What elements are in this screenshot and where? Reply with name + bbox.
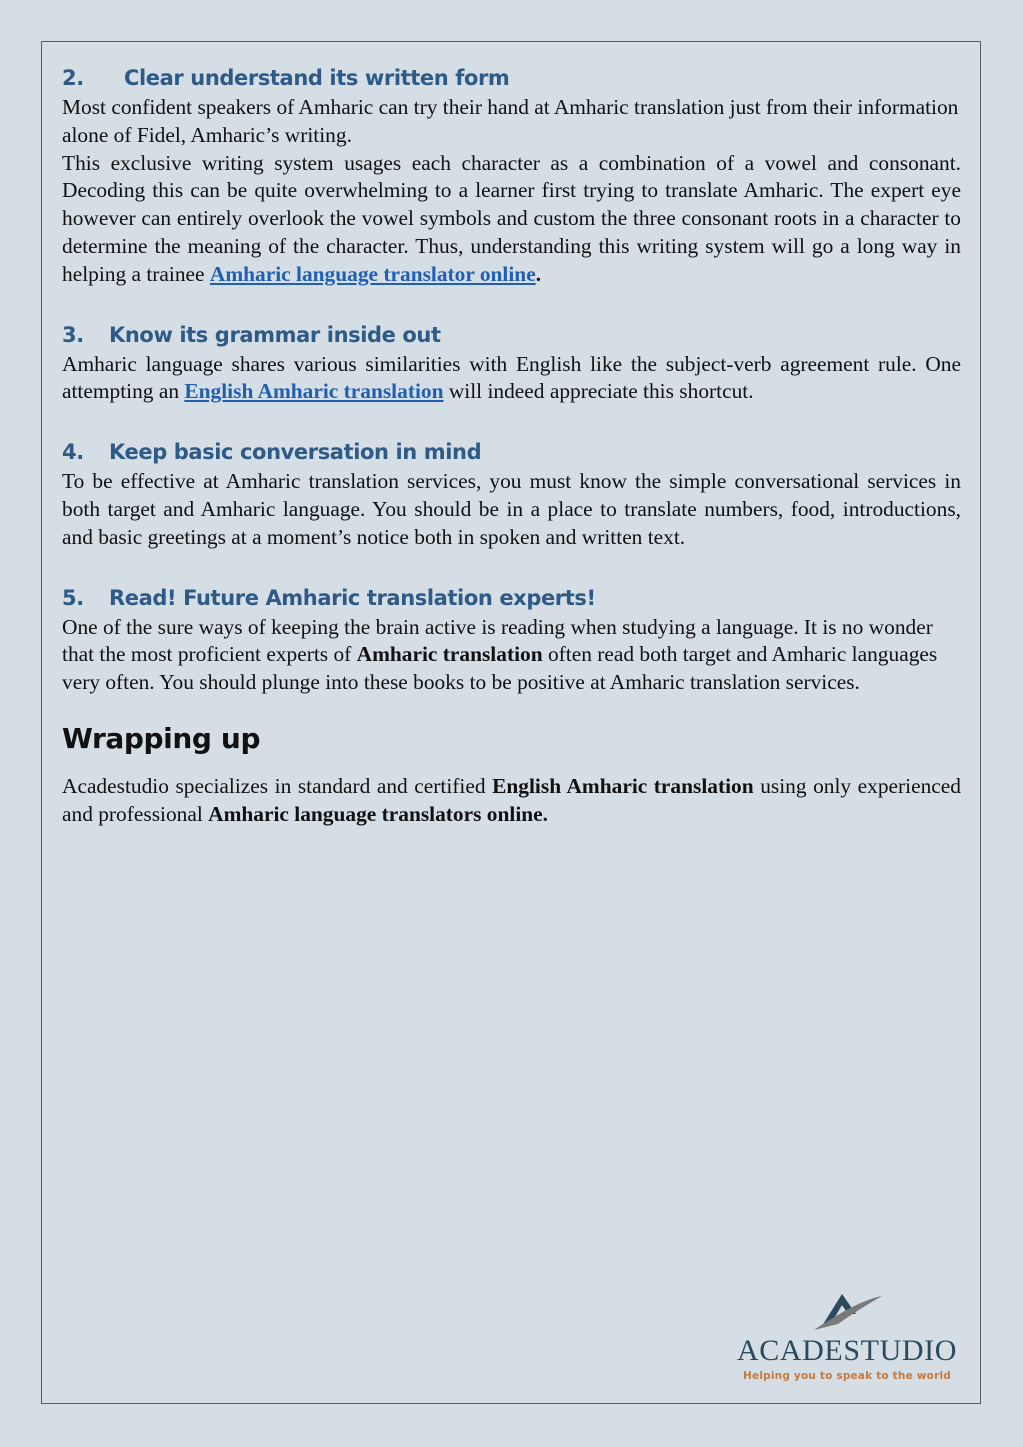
paragraph-text: One of the sure ways of keeping the brain active is reading when studying a language. It is no wonder that the most proficient experts of bbox=[62, 614, 933, 667]
logo-wordmark: ACADESTUDIO bbox=[737, 1334, 957, 1367]
bold-phrase: English Amharic translation bbox=[492, 773, 754, 798]
paragraph-text: often read both target and Amharic languages very often. You should plunge into these books to be positive at Amharic translation services. bbox=[62, 642, 938, 695]
paragraph-text: Amharic language shares various similarities with English like the subject-verb agreement rule. One attempting an bbox=[62, 351, 961, 404]
section-2-paragraph-1: Most confident speakers of Amharic can try their hand at Amharic translation just from their information alone of Fidel, Amharic’s writing. bbox=[62, 95, 959, 147]
section-number: 4. bbox=[62, 440, 84, 465]
section-3-heading bbox=[62, 319, 961, 351]
section-2-paragraph-2 bbox=[62, 150, 961, 289]
section-2-heading bbox=[62, 62, 961, 94]
mountain-swoosh-icon bbox=[812, 1288, 884, 1334]
section-number: 3. bbox=[62, 322, 84, 347]
section-4-paragraph: To be effective at Amharic translation services, you must know the simple conversational services in both target and Amharic language. You should be in a place to translate numbers, food, introductions, and basic greetings at a moment’s notice both in spoken and written text. bbox=[62, 469, 961, 549]
acadestudio-logo bbox=[734, 1288, 960, 1388]
section-number: 5. bbox=[62, 585, 84, 610]
paragraph-text: This exclusive writing system usages each character as a combination of a vowel and consonant. Decoding this can be quite overwhelming to a learner first trying to translate Amharic. The expert eye however can entirely overlook the vowel symbols and custom the three consonant roots in a character to determine the meaning of the character. Thus, understanding this writing system will go a long way in helping a trainee bbox=[62, 150, 961, 286]
section-4-heading bbox=[62, 436, 961, 468]
paragraph-text: using only experienced and professional bbox=[62, 773, 961, 826]
logo-tagline: Helping you to speak to the world bbox=[743, 1370, 951, 1382]
paragraph-end: . bbox=[535, 261, 542, 286]
section-title: Clear understand its written form bbox=[124, 66, 510, 90]
section-5-heading bbox=[62, 582, 961, 614]
wrapping-up-heading: Wrapping up bbox=[62, 721, 261, 755]
paragraph-text: will indeed appreciate this shortcut. bbox=[443, 379, 754, 404]
section-3-paragraph bbox=[62, 351, 961, 407]
section-title: Know its grammar inside out bbox=[109, 322, 441, 347]
section-number: 2. bbox=[62, 66, 84, 90]
document-content bbox=[62, 62, 961, 829]
paragraph-text: Acadestudio specializes in standard and certified bbox=[62, 773, 493, 798]
section-title: Keep basic conversation in mind bbox=[109, 440, 482, 465]
bold-phrase: Amharic language translators online. bbox=[208, 801, 549, 826]
wrapping-up-paragraph bbox=[62, 773, 961, 829]
section-title: Read! Future Amharic translation experts! bbox=[109, 585, 596, 610]
section-5-paragraph bbox=[62, 614, 961, 697]
bold-phrase: Amharic translation bbox=[356, 642, 543, 667]
amharic-translator-online-link[interactable]: Amharic language translator online bbox=[209, 261, 536, 286]
english-amharic-translation-link[interactable]: English Amharic translation bbox=[184, 379, 444, 404]
